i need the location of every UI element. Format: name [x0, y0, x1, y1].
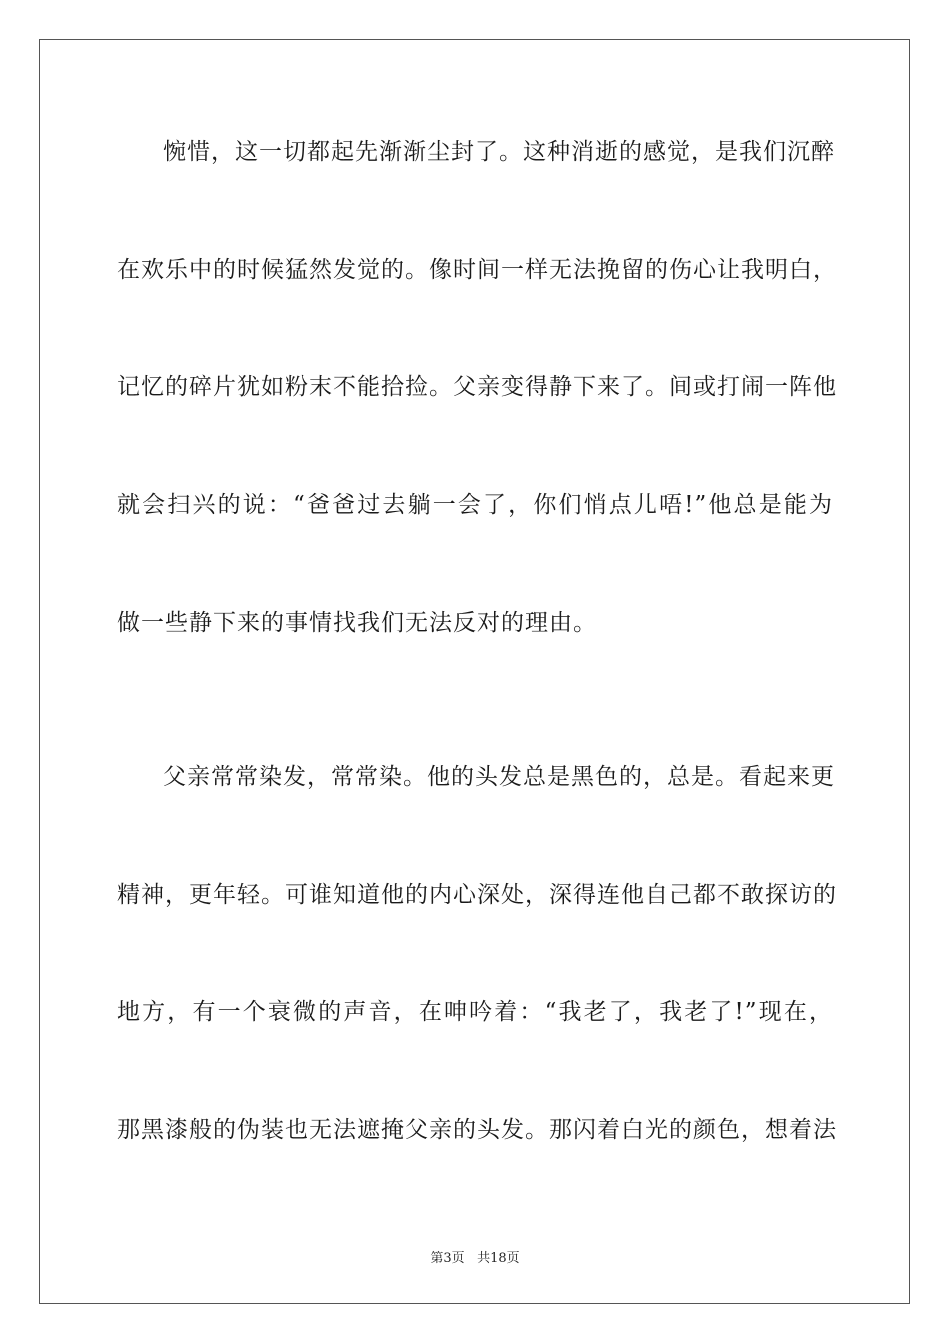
paragraph-2-line-4: 那黑漆般的伪装也无法遮掩父亲的头发。那闪着白光的颜色，想着法	[117, 1117, 837, 1143]
paragraph-2-line-3: 地方，有一个衰微的声音，在呻吟着：“我老了，我老了!”现在，	[117, 999, 833, 1025]
paragraph-1-line-2: 在欢乐中的时候猛然发觉的。像时间一样无法挽留的伤心让我明白，	[117, 257, 837, 283]
page-number: 第3页	[430, 1251, 465, 1266]
total-pages: 共18页	[477, 1251, 520, 1266]
page-footer	[0, 1247, 950, 1266]
paragraph-2-line-1: 父亲常常染发，常常染。他的头发总是黑色的，总是。看起来更	[163, 764, 835, 790]
paragraph-1-line-3: 记忆的碎片犹如粉末不能拾捡。父亲变得静下来了。间或打闹一阵他	[117, 374, 837, 400]
paragraph-1-line-4: 就会扫兴的说：“爸爸过去躺一会了，你们悄点儿唔!”他总是能为	[117, 492, 833, 518]
paragraph-2-line-2: 精神，更年轻。可谁知道他的内心深处，深得连他自己都不敢探访的	[117, 882, 837, 908]
paragraph-1-line-5: 做一些静下来的事情找我们无法反对的理由。	[117, 610, 597, 636]
paragraph-1-line-1: 惋惜，这一切都起先渐渐尘封了。这种消逝的感觉，是我们沉醉	[163, 139, 835, 165]
